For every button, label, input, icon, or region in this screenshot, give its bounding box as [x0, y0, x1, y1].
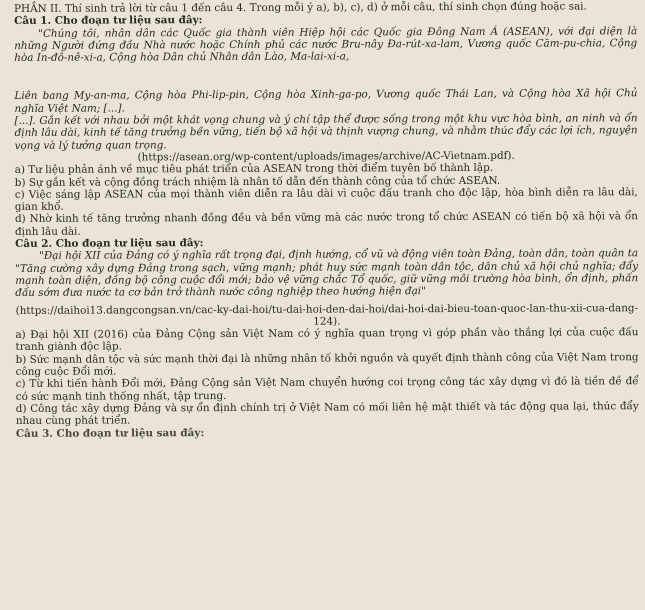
question-2-option-c: c) Từ khi tiến hành Đổi mới, Đảng Cộng sản Việt Nam chuyển hướng coi trọng công tác xây dựng vì đó là tiền đề để có sức mạnh tinh thống nhất, tập trung.	[15, 375, 639, 403]
question-2-option-b: b) Sức mạnh dân tộc và sức mạnh thời đại là những nhân tố khởi nguồn và quyết định thành công của Việt Nam trong công cuộc Đổi mới.	[15, 350, 639, 378]
question-1-option-d: d) Nhờ kinh tế tăng trưởng nhanh đồng đều và bền vững mà các nước trong tổ chức ASEAN có tiến bộ xã hội và ổn định lâu dài.	[14, 210, 638, 238]
question-1-quote-part1: "Chúng tôi, nhân dân các Quốc gia thành viên Hiệp hội các Quốc gia Đông Nam Á (ASEAN), với đại diện là những Người đứng đầu Nhà nước hoặc Chính phủ các nước Bru-nây Đa-rút-xa-lam, Vương quốc Căm-pu-chia, Cộng hòa In-đô-nê-xi-a, Cộng hòa Dân chủ Nhân dân Lào, Ma-lai-xi-a,	[14, 24, 638, 65]
question-1-title: Câu 1. Cho đoạn tư liệu sau đây:	[14, 14, 203, 28]
question-1-option-a: a) Tư liệu phản ánh về mục tiêu phát triển của ASEAN trong thời điểm tuyên bố thành lập.	[14, 162, 494, 177]
question-2-source: (https://daihoi13.dangcongsan.vn/cac-ky-dai-hoi/tu-dai-hoi-den-dai-hoi/dai-hoi-dai-bieu-toan-quoc-lan-thu-xii-cua-dang-124).	[15, 301, 639, 328]
question-2-option-d: d) Công tác xây dựng Đảng và sự ổn định chính trị ở Việt Nam có mối liên hệ mật thiết và tác động qua lại, thúc đẩy nhau cùng phát triển.	[15, 400, 639, 428]
question-1-option-c: c) Việc sáng lập ASEAN của mọi thành viên diễn ra lâu dài vì cuộc đấu tranh cho độc lập, hòa bình diễn ra lâu dài, gian khổ.	[14, 186, 638, 214]
part2-instructions: PHẦN II. Thí sinh trả lời từ câu 1 đến câu 4. Trong mỗi ý a), b), c), d) ở mỗi câu, thí sinh chọn đúng hoặc sai.	[14, 0, 587, 15]
question-2-title: Câu 2. Cho đoạn tư liệu sau đây:	[15, 237, 204, 250]
question-2-option-a: a) Đại hội XII (2016) của Đảng Cộng sản Việt Nam có ý nghĩa quan trọng vì góp phần vào thắng lợi của cuộc đấu tranh giành độc lập.	[15, 326, 639, 354]
question-3-title: Câu 3. Cho đoạn tư liệu sau đây:	[15, 426, 205, 440]
question-1-option-b: b) Sự gắn kết và cộng đồng trách nhiệm là nhân tố dẫn đến thành công của tổ chức ASEAN.	[14, 174, 501, 189]
page-gap	[14, 62, 637, 91]
question-2-quote: "Đại hội XII của Đảng có ý nghĩa rất trọng đại, định hướng, cổ vũ và động viên toàn Đảng, toàn dân, toàn quân ta "Tăng cường xây dựng Đảng trong sạch, vững mạnh; phát huy sức mạnh toàn dân tộc, dân chủ xã hội chủ nghĩa; đẩy mạnh toàn diện, đồng bộ công cuộc đổi mới; bảo vệ vững chắc Tổ quốc, giữ vững môi trường hòa bình, ổn định, phấn đấu sớm đưa nước ta cơ bản trở thành nước công nghiệp theo hướng hiện đại"	[15, 247, 639, 300]
question-1-quote-part3: [...]. Gắn kết với nhau bởi một khát vọng chung và ý chí tập thể được sống trong một khu vực hòa bình, an ninh và ổn định lâu dài, kinh tế tăng trưởng bền vững, tiến bộ xã hội và thịnh vượng chung, và nhằm thúc đẩy các lợi ích, nguyện vọng và lý tưởng quan trọng.	[14, 112, 638, 152]
question-1-source: (https://asean.org/wp-content/uploads/images/archive/AC-Vietnam.pdf).	[137, 149, 515, 164]
question-1-quote-part2: Liên bang My-an-ma, Cộng hòa Phi-lip-pin, Cộng hòa Xinh-ga-po, Vương quốc Thái Lan, và Cộng hòa Xã hội Chủ nghĩa Việt Nam; [...].	[14, 87, 638, 115]
